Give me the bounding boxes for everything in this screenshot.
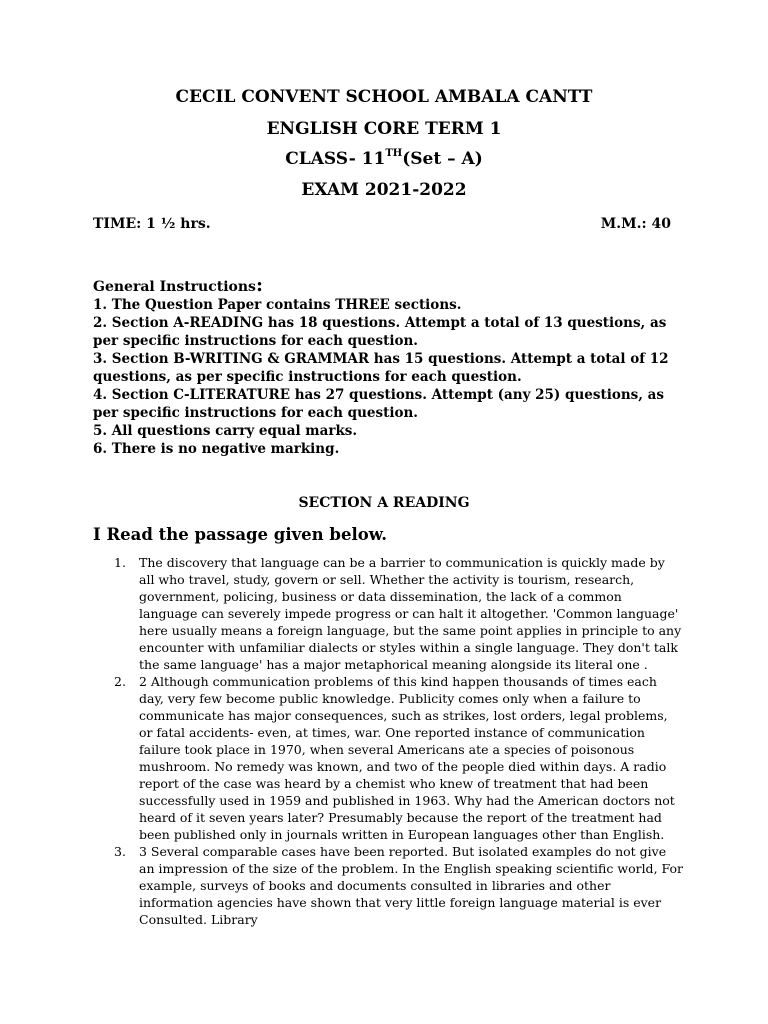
max-marks: M.M.: 40 bbox=[600, 216, 671, 232]
exam-year: EXAM 2021-2022 bbox=[301, 180, 467, 200]
instructions-heading bbox=[93, 276, 693, 296]
passage-paragraph bbox=[93, 554, 683, 673]
class-set: (Set – A) bbox=[402, 149, 483, 169]
paragraph-text: 2 Although communication problems of this kind happen thousands of times each day, very few become public knowledge. Publicity comes only when a failure to communicate has major consequences, such as strikes, lost orders, legal problems, or fatal accidents- even, at times, war. One reported instance of communication failure took place in 1970, when several Americans ate a species of poisonous mushroom. No remedy was known, and two of the people died within days. A radio report of the case was heard by a chemist who knew of treatment that had been successfully used in 1959 and published in 1963. Why had the American doctors not heard of it seven years later? Presumably because the report of the treatment had been published only in journals written in European languages other than English. bbox=[139, 674, 675, 842]
paragraph-text: 3 Several comparable cases have been reported. But isolated examples do not give an impression of the size of the problem. In the English speaking scientific world, For example, surveys of books and documents consulted in libraries and other information agencies have shown that very little foreign language material is ever Consulted. Library bbox=[139, 844, 684, 927]
passage-paragraph bbox=[93, 673, 683, 843]
exam-subject: ENGLISH CORE TERM 1 bbox=[266, 119, 502, 139]
class-superscript: TH bbox=[385, 148, 403, 160]
instruction-item: 4. Section C-LITERATURE has 27 questions. Attempt (any 25) questions, as per specific instructions for each question. bbox=[93, 387, 664, 421]
exam-time: TIME: 1 ½ hrs. bbox=[93, 216, 211, 232]
question-heading: I Read the passage given below. bbox=[93, 525, 388, 544]
instruction-item: 6. There is no negative marking. bbox=[93, 441, 340, 457]
section-title: SECTION A READING bbox=[298, 495, 470, 511]
instructions-heading-colon: : bbox=[255, 274, 263, 296]
instruction-item: 5. All questions carry equal marks. bbox=[93, 423, 358, 439]
paragraph-number: 2. bbox=[114, 674, 126, 689]
general-instructions bbox=[93, 276, 693, 458]
class-line bbox=[0, 149, 768, 169]
paragraph-number: 3. bbox=[114, 844, 126, 859]
instruction-item: 1. The Question Paper contains THREE sections. bbox=[93, 297, 462, 313]
instructions-heading-text: General Instructions bbox=[93, 279, 256, 295]
passage-list bbox=[93, 554, 683, 928]
instruction-item: 3. Section B-WRITING & GRAMMAR has 15 questions. Attempt a total of 12 questions, as per specific instructions for each question. bbox=[93, 351, 669, 385]
school-name: CECIL CONVENT SCHOOL AMBALA CANTT bbox=[175, 87, 593, 107]
paragraph-text: The discovery that language can be a barrier to communication is quickly made by all who travel, study, govern or sell. Whether the activity is tourism, research, government, policing, business or data dissemination, the lack of a common language can severely impede progress or can halt it altogether. 'Common language' here usually means a foreign language, but the same point applies in principle to any encounter with unfamiliar dialects or styles within a single language. They don't talk the same language' has a major metaphorical meaning alongside its literal one . bbox=[139, 555, 682, 672]
passage-paragraph bbox=[93, 843, 683, 928]
class-prefix: CLASS- 11 bbox=[285, 149, 386, 169]
paragraph-number: 1. bbox=[114, 555, 126, 570]
instruction-item: 2. Section A-READING has 18 questions. Attempt a total of 13 questions, as per specific instructions for each question. bbox=[93, 315, 667, 349]
